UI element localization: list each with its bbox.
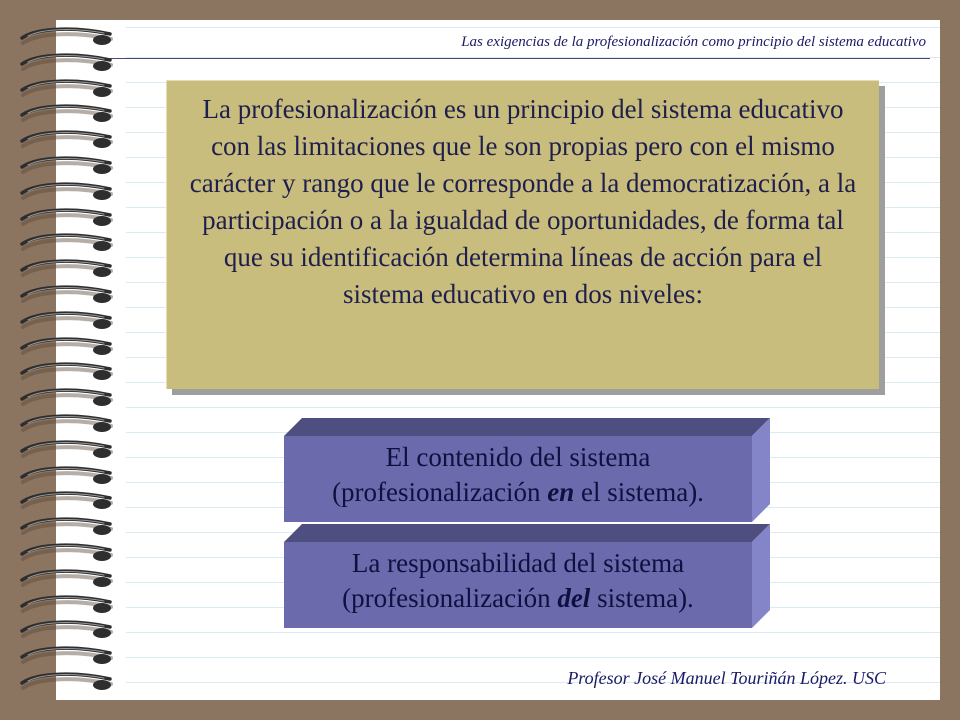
header-rule: [110, 58, 930, 59]
level-box-responsibility: [284, 524, 770, 628]
binding-ring-icon: [18, 103, 114, 125]
binding-ring-icon: [18, 310, 114, 332]
binding-ring-icon: [18, 78, 114, 100]
binding-ring-icon: [18, 439, 114, 461]
level-line-1: El contenido del sistema: [385, 442, 651, 472]
level-text: [284, 546, 752, 616]
level-line-2: [284, 581, 752, 616]
binding-ring-icon: [18, 52, 114, 74]
page-header-title: Las exigencias de la profesionalización como principio del sistema educativo: [461, 34, 926, 50]
spiral-binding: [0, 0, 125, 720]
level-box-content: [284, 418, 770, 522]
binding-ring-icon: [18, 671, 114, 693]
footer-author: Profesor José Manuel Touriñán López. USC: [567, 668, 886, 688]
binding-ring-icon: [18, 258, 114, 280]
binding-ring-icon: [18, 568, 114, 590]
binding-ring-icon: [18, 155, 114, 177]
binding-ring-icon: [18, 336, 114, 358]
level-line-2-post: sistema).: [590, 583, 694, 613]
level-line-2: [284, 475, 752, 510]
binding-ring-icon: [18, 490, 114, 512]
binding-ring-icon: [18, 465, 114, 487]
binding-ring-icon: [18, 413, 114, 435]
level-line-2-emphasis: del: [557, 583, 591, 613]
binding-ring-icon: [18, 594, 114, 616]
binding-ring-icon: [18, 542, 114, 564]
level-line-2-pre: (profesionalización: [342, 583, 558, 613]
principle-text: La profesionalización es un principio del sistema educativo con las limitaciones que le son propias pero con el mismo carácter y rango que le corresponde a la democratización, a la participación o a la igualdad de oportunidades, de forma tal que su identificación determina líneas de acción para el sistema educativo en dos niveles:: [189, 94, 857, 309]
binding-ring-icon: [18, 284, 114, 306]
binding-ring-icon: [18, 129, 114, 151]
binding-ring-icon: [18, 645, 114, 667]
binding-ring-icon: [18, 361, 114, 383]
level-text: [284, 440, 752, 510]
binding-ring-icon: [18, 619, 114, 641]
binding-ring-icon: [18, 516, 114, 538]
binding-ring-icon: [18, 181, 114, 203]
binding-ring-icon: [18, 207, 114, 229]
level-line-1: La responsabilidad del sistema: [351, 548, 685, 578]
level-line-2-pre: (profesionalización: [332, 477, 548, 507]
binding-ring-icon: [18, 387, 114, 409]
binding-ring-icon: [18, 26, 114, 48]
level-line-2-post: el sistema).: [574, 477, 704, 507]
principle-text-box: [166, 80, 879, 389]
level-line-2-emphasis: en: [547, 477, 575, 507]
binding-ring-icon: [18, 232, 114, 254]
